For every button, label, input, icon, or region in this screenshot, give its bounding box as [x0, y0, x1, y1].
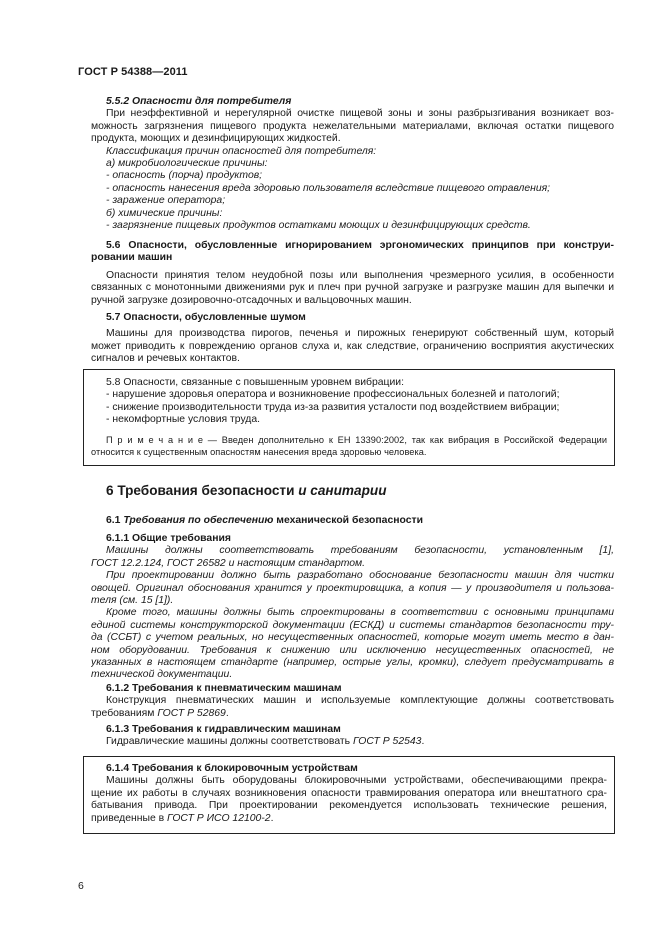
- note-line: П р и м е ч а н и е — Введен дополнительно к ЕН 13390:2002, так как вибрация в Российской Федерации: [106, 434, 607, 445]
- section-title: 6.1.3 Требования к гидравлическим машинам: [106, 724, 341, 735]
- section-5-6: [91, 240, 614, 307]
- classification-title: Классификация причин опасностей для потребителя:: [106, 145, 377, 157]
- section-6-1-4: [91, 763, 607, 825]
- paragraph-line: Машины для производства пирогов, печенья и пирожных генерируют собственный шум, который: [106, 328, 614, 340]
- section-title-part: 6 Требования безопасности: [106, 483, 299, 498]
- section-title: 5.6 Опасности, обусловленные игнорированием эргономических принципов при конструи-: [106, 240, 614, 251]
- paragraph-line: овощей. Оригинал обоснования хранится у проектировщика, а копия — у производителя и пользова-: [91, 582, 614, 594]
- paragraph-line: При неэффективной и нерегулярной очистке пищевой зоны и зоны разбрызгивания возникает воз-: [106, 108, 614, 120]
- section-title: 5.7 Опасности, обусловленные шумом: [106, 312, 306, 323]
- standard-reference: ГОСТ Р ИСО 12100-2: [167, 812, 271, 824]
- section-5-5-2: [91, 96, 614, 232]
- paragraph-line: можность загрязнения пищевого продукта нежелательными материалами, включая остатки пищевого: [91, 120, 614, 132]
- paragraph-line: ГОСТ 12.2.124, ГОСТ 26582 и настоящим стандартом.: [91, 557, 366, 569]
- section-6-1-2: [91, 683, 614, 720]
- paragraph-line: [91, 736, 614, 748]
- page-number: 6: [78, 880, 84, 892]
- paragraph-line: продукта, моющих и дезинфицирующих жидкостей.: [91, 133, 341, 145]
- paragraph-line: Кроме того, машины должны быть спроектированы в соответствии с основными принципами: [106, 607, 614, 619]
- paragraph-line: может приводить к повреждению органов слуха и, как следствие, ограничению восприятия акустических: [91, 340, 614, 352]
- section-title: ровании машин: [91, 252, 173, 264]
- list-item: а) микробиологические причины:: [106, 157, 268, 169]
- paragraph-line: Опасности принятия телом неудобной позы или выполнения чрезмерного усилия, в особенности: [106, 269, 614, 281]
- paragraph-text: Гидравлические машины должны соответствовать: [106, 736, 353, 748]
- paragraph-line: указанных в настоящем стандарте (например, острые углы, кромки), следует предусматривать в: [91, 656, 614, 668]
- paragraph-line: Конструкция пневматических машин и используемые комплектующие должны соответствовать: [106, 695, 614, 707]
- section-6-1-3: [91, 724, 614, 749]
- section-title: 5.8 Опасности, связанные с повышенным уровнем вибрации:: [106, 377, 404, 388]
- section-title-part: и санитарии: [298, 483, 387, 498]
- standard-reference: ГОСТ Р 52543: [352, 736, 422, 748]
- paragraph-text: .: [421, 736, 425, 748]
- paragraph-line: При проектировании должно быть разработано обоснование безопасности машин для чистки: [106, 570, 614, 582]
- list-item: - снижение производительности труда из-за развития усталости под воздействием вибрации;: [106, 401, 560, 413]
- list-item: - опасность (порча) продуктов;: [106, 170, 263, 182]
- section-title-part: механической безопасности: [276, 515, 423, 526]
- section-5-8: [91, 377, 607, 458]
- list-item: - нарушение здоровья оператора и возникновение профессиональных болезней и патологий;: [106, 389, 560, 401]
- section-number: 6.1: [106, 515, 124, 526]
- paragraph-text: .: [225, 707, 229, 719]
- paragraph-line: единой системы конструкторской документации (ЕСКД) и системы стандартов безопасности тру-: [91, 619, 614, 631]
- list-item: б) химические причины:: [106, 207, 223, 219]
- paragraph-text: требованиям: [91, 707, 158, 719]
- section-6-1-title: [106, 515, 423, 527]
- document-header: ГОСТ Р 54388—2011: [78, 66, 188, 78]
- paragraph-line: технической документации.: [91, 669, 233, 681]
- paragraph-line: Машины должны соответствовать требованиям безопасности, установленным [1],: [106, 545, 614, 557]
- section-title-part: Требования по обеспечению: [123, 515, 277, 526]
- list-item: - некомфортные условия труда.: [106, 414, 261, 426]
- paragraph-line: ном оборудовании. Требования к снижению или исключению несущественных опасностей, не: [91, 644, 614, 656]
- paragraph-line: связанных с монотонными движениями рук и плеч при ручной загрузке и разгрузке машин для выпечки и: [91, 282, 614, 294]
- paragraph-line: сигналов и речевых контактов.: [91, 353, 240, 365]
- paragraph-line: батывания привода. При проектировании рекомендуется использовать технические решения,: [91, 800, 607, 812]
- section-title: 6.1.1 Общие требования: [106, 533, 231, 544]
- note-line: относится к существенным опасностям нанесения вреда здоровью человека.: [91, 446, 427, 457]
- paragraph-line: теля (см. 15 [1]).: [91, 594, 174, 606]
- list-item: - заражение оператора;: [106, 195, 226, 207]
- paragraph-text: приведенные в: [91, 812, 168, 824]
- section-5-7: [91, 312, 614, 366]
- section-title: 5.5.2 Опасности для потребителя: [106, 96, 292, 107]
- standard-reference: ГОСТ Р 52869: [157, 707, 226, 719]
- section-title: 6.1.2 Требования к пневматическим машинам: [106, 683, 342, 694]
- section-6-title: [106, 485, 387, 497]
- section-title: 6.1.4 Требования к блокировочным устройствам: [106, 763, 358, 774]
- paragraph-text: .: [270, 812, 274, 824]
- paragraph-line: [91, 813, 607, 825]
- section-6-1-1: [91, 533, 614, 682]
- list-item: - загрязнение пищевых продуктов остатками моющих и дезинфицирующих средств.: [106, 219, 531, 231]
- list-item: - опасность нанесения вреда здоровью пользователя вследствие пищевого отравления;: [106, 182, 551, 194]
- paragraph-line: да (ССБТ) с учетом реальных, но несущественных опасностей, которые могут иметь место в дан-: [91, 632, 614, 644]
- paragraph-line: щение их работы в случаях возникновения опасности травмирования оператора или внештатного сра-: [91, 787, 607, 799]
- paragraph-line: [91, 708, 614, 720]
- paragraph-line: ручной загрузке дозировочно-отсадочных и вальцовочных машин.: [91, 294, 412, 306]
- paragraph-line: Машины должны быть оборудованы блокировочными устройствами, обеспечивающими прекра-: [106, 775, 607, 787]
